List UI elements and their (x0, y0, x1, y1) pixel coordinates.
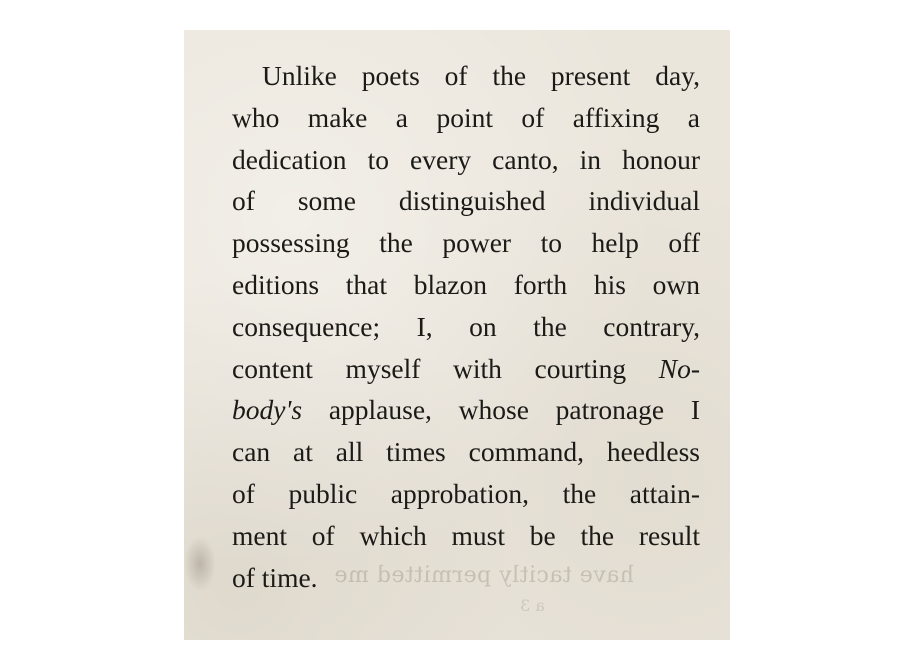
text-line: who make a point of affixing a (232, 101, 700, 133)
page-stain (184, 536, 216, 592)
text-line: can at all times command, heedless (232, 436, 700, 468)
text-segment: content myself with courting (232, 352, 627, 384)
text-line: dedication to every canto, in honour (232, 143, 700, 175)
text-line: possessing the power to help off (232, 227, 700, 259)
text-line-with-italic (232, 389, 700, 431)
text-line: of some distinguished individual (232, 185, 700, 217)
text-line-with-italic (232, 348, 700, 390)
text-line: editions that blazon forth his own (232, 268, 700, 300)
italic-word: body's (232, 394, 303, 426)
text-line: Unlike poets of the present day, (262, 60, 700, 91)
text-line: of time. (232, 561, 318, 593)
bleed-through-signature: a 3 (520, 596, 545, 615)
text-segment: applause, whose patronage I (328, 394, 700, 426)
text-line: consequence; I, on the contrary, (232, 310, 700, 342)
bleed-through-text: have tacitly permitted me (334, 563, 635, 588)
italic-word: No- (658, 352, 700, 384)
text-line: ment of which must be the result (232, 519, 700, 551)
text-line: of public approbation, the attain- (232, 477, 700, 509)
scanned-page (184, 30, 730, 640)
passage-text (232, 55, 700, 598)
